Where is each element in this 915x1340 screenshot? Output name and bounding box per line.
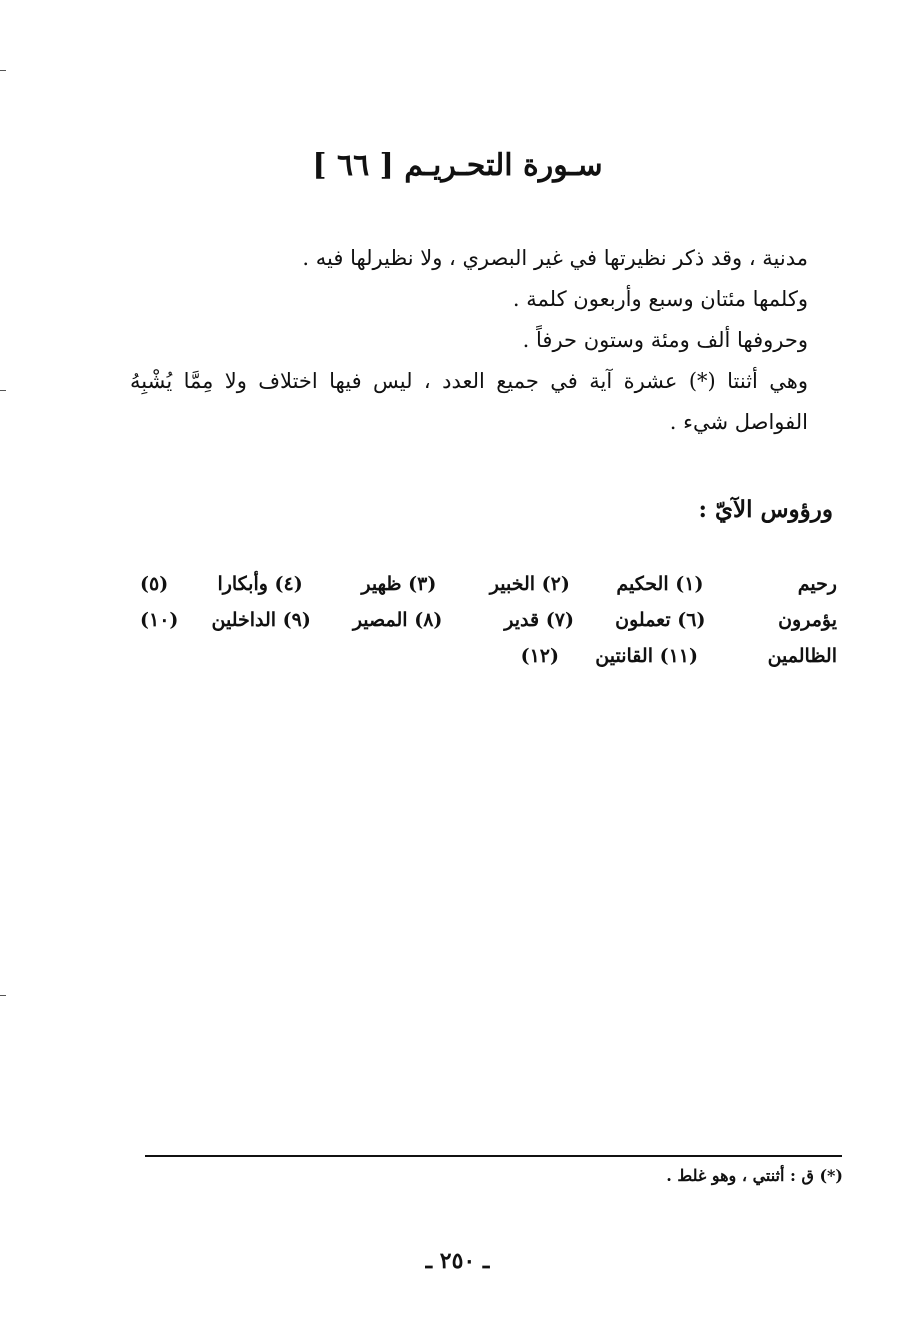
verse-row	[140, 638, 837, 674]
margin-mark	[0, 995, 6, 996]
margin-mark	[0, 70, 6, 71]
verse-cell: يؤمرون	[778, 609, 837, 631]
footnote: (*) ق : أثنتي ، وهو غلط .	[666, 1166, 843, 1185]
verse-cell: (١١) القانتين	[595, 645, 698, 667]
verse-cell: (٩) الداخلين	[211, 609, 311, 631]
surah-intro	[130, 238, 808, 443]
verse-endings-table	[140, 566, 837, 674]
verse-cell: (٣) ظهير	[361, 573, 437, 595]
verse-cell: الظالمين	[767, 645, 837, 667]
intro-line: وحروفها ألف ومئة وستون حرفاً .	[522, 328, 808, 352]
verse-cell: (١٢)	[520, 645, 559, 667]
intro-line: وكلمها مئتان وسبع وأربعون كلمة .	[512, 287, 808, 311]
page-number: ـ ٢٥٠ ـ	[425, 1248, 490, 1274]
footnote-divider	[145, 1155, 842, 1157]
verse-cell: (٨) المصير	[352, 609, 443, 631]
verse-cell: (٧) قدير	[504, 609, 574, 631]
intro-line: مدنية ، وقد ذكر نظيرتها في غير البصري ، ولا نظيرلها فيه .	[302, 246, 808, 270]
verse-cell: (٦) تعملون	[615, 609, 706, 631]
verse-row	[140, 602, 837, 638]
surah-title: سـورة التحـريـم [ ٦٦ ]	[312, 148, 603, 183]
verse-cell: (٥)	[140, 573, 169, 595]
margin-mark	[0, 390, 6, 391]
verse-cell: (٢) الخبير	[489, 573, 570, 595]
intro-line: وهي أثنتا (*) عشرة آية في جميع العدد ، ليس فيها اختلاف ولا مِمَّا يُشْبِهُ الفواصل شيء .	[130, 369, 808, 434]
verse-endings-heading: ورؤوس الآيّ :	[698, 496, 833, 523]
verse-cell: (١) الحكيم	[616, 573, 704, 595]
verse-cell: (٤) وأبكارا	[217, 573, 303, 595]
verse-cell: رحيم	[797, 573, 837, 595]
verse-row	[140, 566, 837, 602]
verse-cell: (١٠)	[139, 609, 179, 631]
